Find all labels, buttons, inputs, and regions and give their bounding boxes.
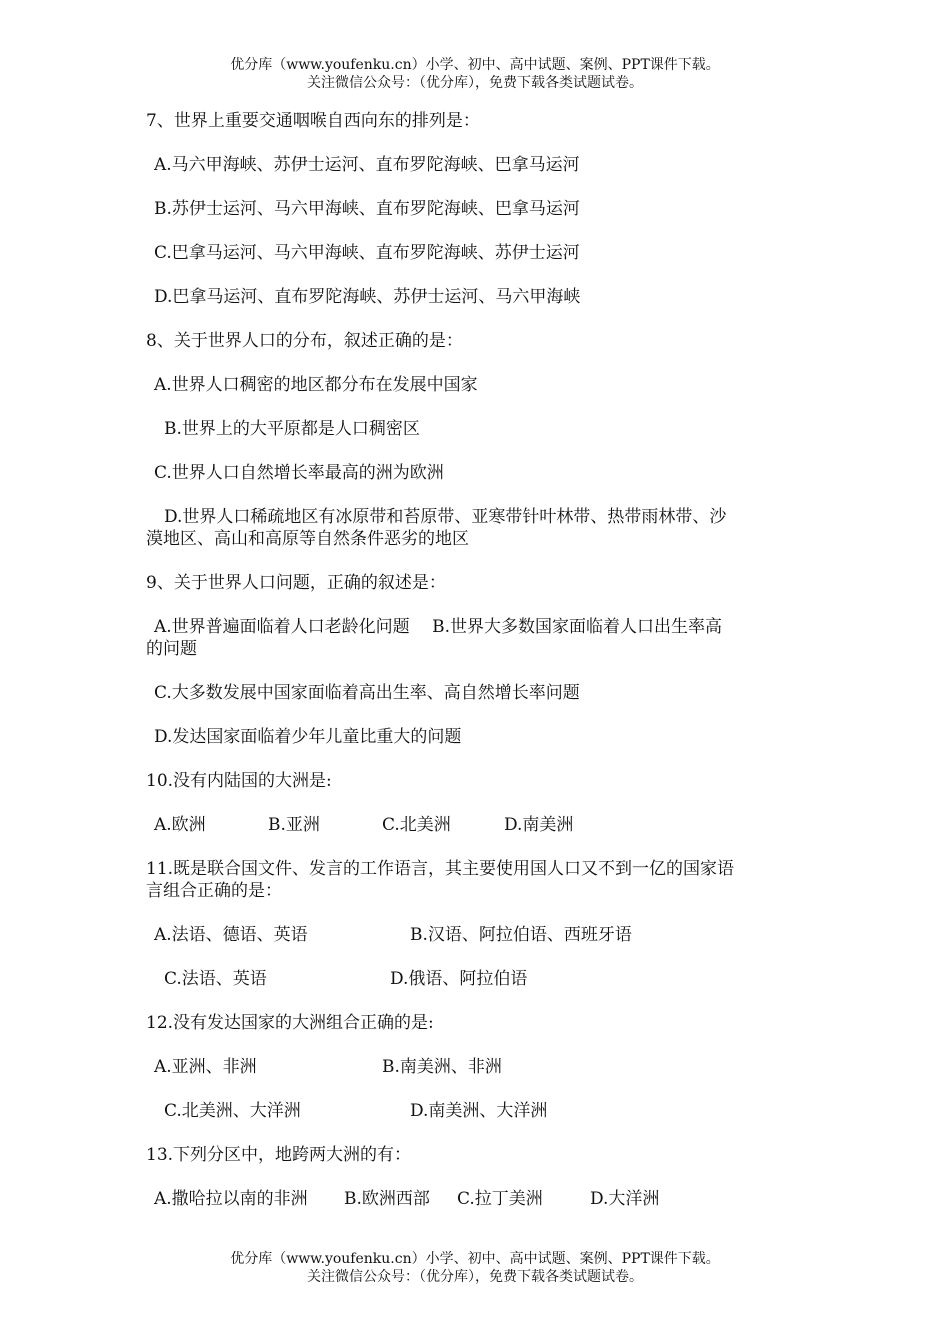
question-12-options-ab xyxy=(146,1056,806,1078)
question-13-option-d: D.大洋洲 xyxy=(590,1189,660,1209)
question-13-options xyxy=(146,1188,806,1210)
question-9-options-ab-line-2: 的问题 xyxy=(146,639,197,659)
question-9-options-ab xyxy=(146,616,806,660)
question-13-stem: 13.下列分区中，地跨两大洲的有： xyxy=(146,1145,412,1165)
page-header xyxy=(0,56,950,92)
question-12-stem: 12.没有发达国家的大洲组合正确的是: xyxy=(146,1013,434,1033)
question-11-stem-line-2: 言组合正确的是： xyxy=(146,881,282,901)
question-9-option-c: C.大多数发展中国家面临着高出生率、高自然增长率问题 xyxy=(154,683,580,703)
question-9-option-d: D.发达国家面临着少年儿童比重大的问题 xyxy=(154,727,462,747)
question-7-option-a: A.马六甲海峡、苏伊士运河、直布罗陀海峡、巴拿马运河 xyxy=(154,155,580,175)
question-9-stem: 9、关于世界人口问题，正确的叙述是： xyxy=(146,573,446,593)
question-11-options-cd xyxy=(146,968,806,990)
question-10-option-c: C.北美洲 xyxy=(382,815,451,835)
question-11-stem xyxy=(146,858,806,902)
question-8-option-d xyxy=(146,506,806,550)
question-13-option-a: A.撒哈拉以南的非洲 xyxy=(154,1189,308,1209)
question-8-option-c: C.世界人口自然增长率最高的洲为欧洲 xyxy=(154,463,444,483)
header-line-2: 关注微信公众号：（优分库），免费下载各类试题试卷。 xyxy=(307,75,643,91)
question-12-option-a: A.亚洲、非洲 xyxy=(154,1057,257,1077)
question-11-options-ab xyxy=(146,924,806,946)
question-7-stem: 7、世界上重要交通咽喉自西向东的排列是： xyxy=(146,111,480,131)
question-list xyxy=(146,110,806,1232)
question-8-option-d-line-2: 漠地区、高山和高原等自然条件恶劣的地区 xyxy=(146,529,469,549)
header-line-1: 优分库（www.youfenku.cn）小学、初中、高中试题、案例、PPT课件下载。 xyxy=(230,57,720,73)
question-12-options-cd xyxy=(146,1100,806,1122)
question-11-option-c: C.法语、英语 xyxy=(164,969,267,989)
question-7-option-c: C.巴拿马运河、马六甲海峡、直布罗陀海峡、苏伊士运河 xyxy=(154,243,580,263)
question-7-option-b: B.苏伊士运河、马六甲海峡、直布罗陀海峡、巴拿马运河 xyxy=(154,199,580,219)
question-8-stem: 8、关于世界人口的分布，叙述正确的是： xyxy=(146,331,463,351)
question-9-options-ab-line-1: A.世界普遍面临着人口老龄化问题 B.世界大多数国家面临着人口出生率高 xyxy=(154,617,722,637)
question-10-option-d: D.南美洲 xyxy=(504,815,574,835)
question-11-stem-line-1: 11.既是联合国文件、发言的工作语言，其主要使用国人口又不到一亿的国家语 xyxy=(146,859,735,879)
question-11-option-b: B.汉语、阿拉伯语、西班牙语 xyxy=(410,925,632,945)
question-10-stem: 10.没有内陆国的大洲是: xyxy=(146,771,332,791)
question-11-option-d: D.俄语、阿拉伯语 xyxy=(390,969,528,989)
question-10-option-a: A.欧洲 xyxy=(154,815,206,835)
question-13-option-c: C.拉丁美洲 xyxy=(457,1189,543,1209)
footer-line-2: 关注微信公众号：（优分库），免费下载各类试题试卷。 xyxy=(307,1269,643,1285)
question-12-option-c: C.北美洲、大洋洲 xyxy=(164,1101,301,1121)
page-footer xyxy=(0,1250,950,1286)
question-8-option-b: B.世界上的大平原都是人口稠密区 xyxy=(164,419,420,439)
footer-line-1: 优分库（www.youfenku.cn）小学、初中、高中试题、案例、PPT课件下载。 xyxy=(230,1251,720,1267)
question-10-options xyxy=(146,814,806,836)
question-12-option-b: B.南美洲、非洲 xyxy=(382,1057,502,1077)
question-11-option-a: A.法语、德语、英语 xyxy=(154,925,308,945)
question-8-option-a: A.世界人口稠密的地区都分布在发展中国家 xyxy=(154,375,478,395)
question-10-option-b: B.亚洲 xyxy=(268,815,320,835)
question-12-option-d: D.南美洲、大洋洲 xyxy=(410,1101,548,1121)
question-8-option-d-line-1: D.世界人口稀疏地区有冰原带和苔原带、亚寒带针叶林带、热带雨林带、沙 xyxy=(164,507,727,527)
question-13-option-b: B.欧洲西部 xyxy=(344,1189,430,1209)
question-7-option-d: D.巴拿马运河、直布罗陀海峡、苏伊士运河、马六甲海峡 xyxy=(154,287,581,307)
